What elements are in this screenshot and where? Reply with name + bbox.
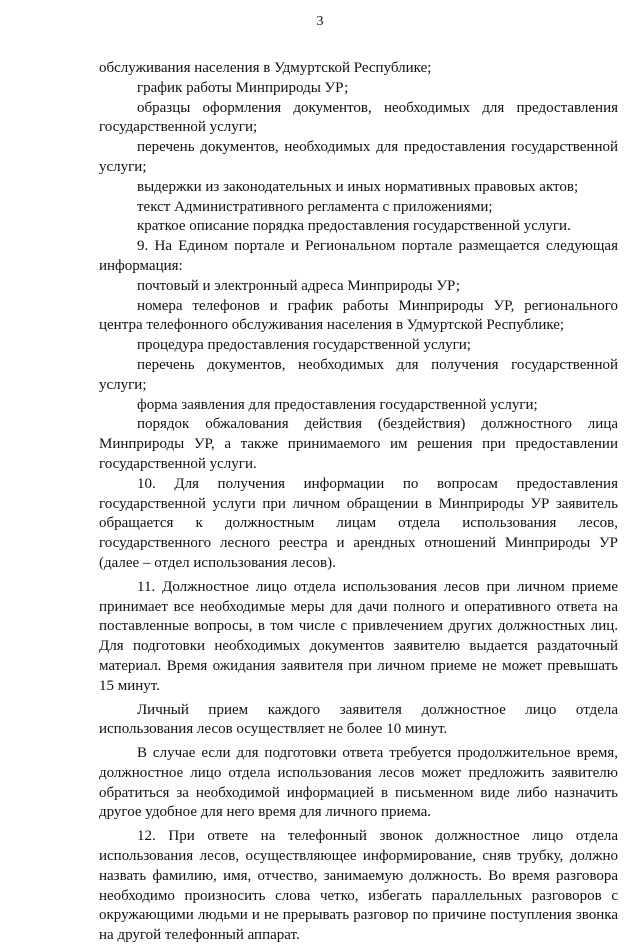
numbered-paragraph-9: 9. На Едином портале и Региональном портале размещается следующая информация:	[99, 238, 618, 274]
paragraph: перечень документов, необходимых для получения государственной услуги;	[99, 356, 618, 393]
numbered-paragraph-10: 10. Для получения информации по вопросам предоставления государственной услуги при личном обращении в Минприроды УР заявитель обращается к должностным лицам отдела использования лесов, государственного лесного реестра и арендных отношений Минприроды УР (далее – отдел использования лесов).	[99, 475, 618, 571]
paragraph: порядок обжалования действия (бездействия) должностного лица Минприроды УР, а также принимаемого им решения при предоставлении государственной услуги.	[99, 416, 618, 472]
paragraph: обслуживания населения в Удмуртской Республике;	[99, 60, 432, 76]
paragraph: выдержки из законодательных и иных нормативных правовых актов;	[137, 178, 579, 195]
paragraph: форма заявления для предоставления государственной услуги;	[137, 396, 538, 413]
document-body	[99, 59, 618, 946]
paragraph: номера телефонов и график работы Минприроды УР, регионального центра телефонного обслуживания населения в Удмуртской Республике;	[99, 297, 618, 334]
paragraph: процедура предоставления государственной услуги;	[137, 337, 471, 354]
paragraph: текст Административного регламента с приложениями;	[137, 198, 493, 215]
paragraph: перечень документов, необходимых для предоставления государственной услуги;	[99, 139, 618, 175]
paragraph: краткое описание порядка предоставления государственной услуги.	[137, 218, 571, 235]
numbered-paragraph-11: 11. Должностное лицо отдела использования лесов при личном приеме принимает все необходимые меры для дачи полного и оперативного ответа на поставленные вопросы, в том числе с привлечением других должностных лиц. Для подготовки необходимых документов заявителю выдается раздаточный материал. Время ожидания заявителя при личном приеме не может превышать 15 минут.	[99, 578, 618, 694]
numbered-paragraph-12: 12. При ответе на телефонный звонок должностное лицо отдела использования лесов, осуществляющее информирование, сняв трубку, должно назвать фамилию, имя, отчество, занимаемую должность. Во время разговора необходимо произносить слова четко, избегать параллельных разговоров с окружающими людьми и не прерывать разговор по причине поступления звонка на другой телефонный аппарат.	[99, 828, 618, 944]
paragraph: образцы оформления документов, необходимых для предоставления государственной услуги;	[99, 99, 618, 136]
page-number: 3	[316, 14, 324, 29]
paragraph: график работы Минприроды УР;	[137, 79, 349, 96]
paragraph: Личный прием каждого заявителя должностное лицо отдела использования лесов осуществляет не более 10 минут.	[99, 701, 618, 738]
paragraph: почтовый и электронный адреса Минприроды УР;	[137, 277, 461, 294]
paragraph: В случае если для подготовки ответа требуется продолжительное время, должностное лицо отдела использования лесов может предложить заявителю обратиться за необходимой информацией в письменном виде либо назначить другое удобное для него время для личного приема.	[99, 745, 618, 821]
